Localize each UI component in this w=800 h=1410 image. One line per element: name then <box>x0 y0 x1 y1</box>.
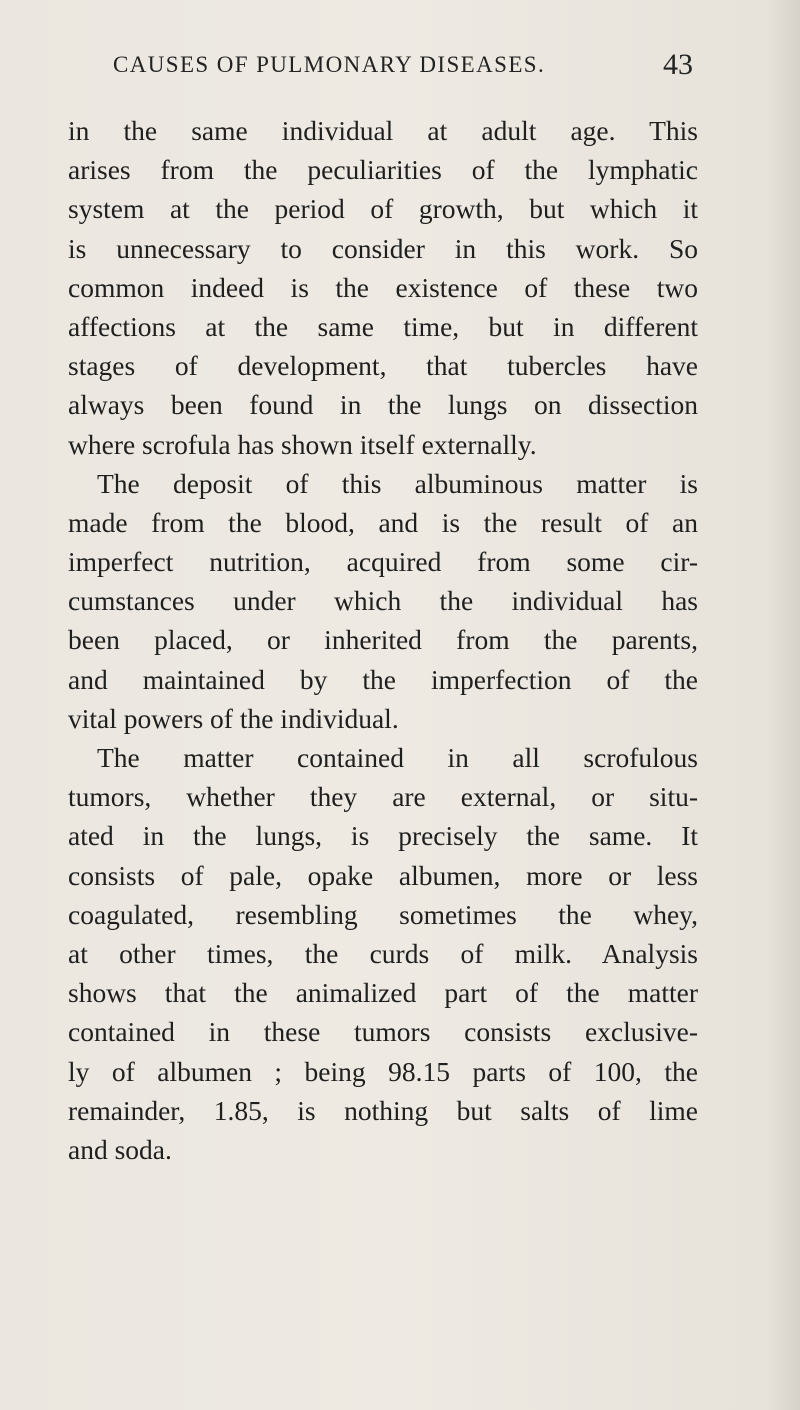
text-line: coagulated, resembling sometimes the whey, <box>68 898 698 930</box>
text-line: cumstances under which the individual has <box>68 585 698 617</box>
text-line: made from the blood, and is the result of an <box>68 506 698 538</box>
text-line: at other times, the curds of milk. Analysis <box>68 937 698 969</box>
text-line: and soda. <box>68 1133 172 1165</box>
text-line: arises from the peculiarities of the lymphatic <box>68 154 698 186</box>
page-number: 43 <box>663 48 693 81</box>
text-line: where scrofula has shown itself externally. <box>68 428 537 460</box>
text-line: tumors, whether they are external, or situ- <box>68 781 698 813</box>
text-line: common indeed is the existence of these two <box>68 271 698 303</box>
text-line: is unnecessary to consider in this work. So <box>68 232 698 264</box>
text-line: The matter contained in all scrofulous <box>97 742 698 773</box>
text-line: and maintained by the imperfection of the <box>68 663 698 695</box>
text-line: been placed, or inherited from the parents, <box>68 624 698 656</box>
text-line: ly of albumen ; being 98.15 parts of 100, the <box>68 1055 698 1087</box>
text-line: stages of development, that tubercles have <box>68 350 698 382</box>
text-line: contained in these tumors consists exclusive- <box>68 1016 698 1048</box>
text-line: in the same individual at adult age. This <box>68 115 698 146</box>
text-line: ated in the lungs, is precisely the same. It <box>68 820 698 852</box>
text-line: affections at the same time, but in different <box>68 310 698 342</box>
text-line: remainder, 1.85, is nothing but salts of lime <box>68 1094 698 1126</box>
text-line: imperfect nutrition, acquired from some cir- <box>68 546 698 578</box>
text-line: The deposit of this albuminous matter is <box>97 467 698 499</box>
text-line: vital powers of the individual. <box>68 702 399 734</box>
text-line: system at the period of growth, but which it <box>68 193 698 225</box>
running-head-title: CAUSES OF PULMONARY DISEASES. <box>113 52 546 77</box>
text-line: shows that the animalized part of the matter <box>68 977 698 1009</box>
text-line: always been found in the lungs on dissection <box>68 389 698 421</box>
body-text <box>68 111 698 1169</box>
text-line: consists of pale, opake albumen, more or less <box>68 859 698 891</box>
